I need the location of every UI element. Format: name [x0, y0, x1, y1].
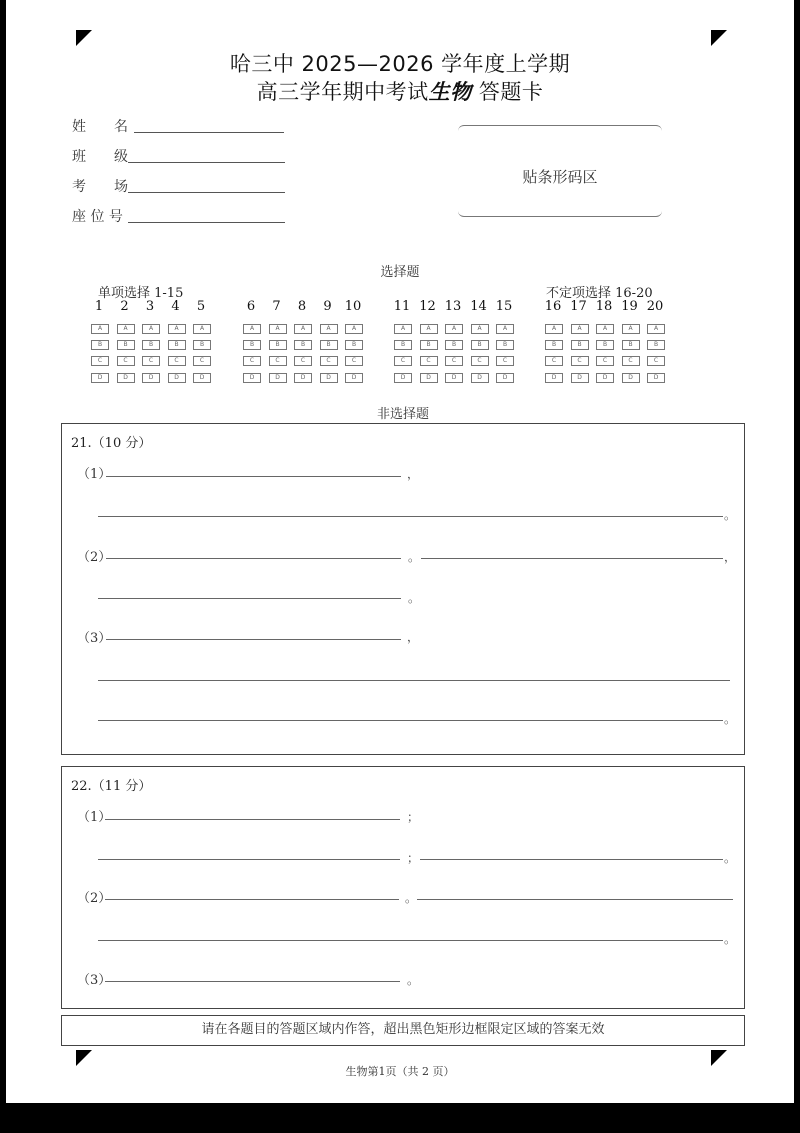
question-number: 4 [171, 299, 180, 314]
q21-p3a: ， [407, 630, 420, 644]
answer-bubble-q17-b[interactable]: B [571, 340, 589, 350]
answer-bubble-q19-b[interactable]: B [622, 340, 640, 350]
answer-bubble-q13-c[interactable]: C [445, 356, 463, 366]
question-number: 20 [646, 299, 664, 314]
answer-bubble-q5-a[interactable]: A [193, 324, 211, 334]
q22-p2b: 。 [724, 932, 737, 946]
answer-bubble-q3-b[interactable]: B [142, 340, 160, 350]
answer-bubble-q16-d[interactable]: D [545, 373, 563, 383]
q21-part2-answer-line-3[interactable] [98, 598, 401, 599]
name-input-line[interactable] [134, 131, 284, 133]
answer-bubble-q10-c[interactable]: C [345, 356, 363, 366]
q21-part1-answer-line-2[interactable] [98, 516, 723, 517]
answer-bubble-q3-a[interactable]: A [142, 324, 160, 334]
answer-bubble-q7-d[interactable]: D [269, 373, 287, 383]
name-label: 姓 名 [72, 119, 128, 135]
answer-bubble-q4-a[interactable]: A [168, 324, 186, 334]
answer-bubble-q3-d[interactable]: D [142, 373, 160, 383]
answer-bubble-q7-c[interactable]: C [269, 356, 287, 366]
answer-bubble-q9-d[interactable]: D [320, 373, 338, 383]
q21-part3-answer-line-1[interactable] [106, 639, 401, 640]
answer-bubble-q17-c[interactable]: C [571, 356, 589, 366]
title-subject: 生物 [428, 79, 472, 104]
q22-part1-answer-line-3[interactable] [420, 859, 723, 860]
answer-bubble-q15-d[interactable]: D [496, 373, 514, 383]
answer-bubble-q11-c[interactable]: C [394, 356, 412, 366]
q21-part2-label: （2） [77, 550, 112, 565]
barcode-area [458, 125, 662, 217]
answer-bubble-q4-c[interactable]: C [168, 356, 186, 366]
choice-section-title: 选择题 [380, 265, 420, 280]
page-footer: 生物第1页（共 2 页） [345, 1065, 455, 1078]
answer-bubble-q16-c[interactable]: C [545, 356, 563, 366]
answer-bubble-q13-a[interactable]: A [445, 324, 463, 334]
answer-bubble-q9-c[interactable]: C [320, 356, 338, 366]
question-number: 18 [595, 299, 613, 314]
question-number: 5 [196, 299, 206, 314]
seat-number-label: 座 位 号 [72, 209, 123, 225]
answer-bubble-q8-d[interactable]: D [294, 373, 312, 383]
answer-bubble-q8-c[interactable]: C [294, 356, 312, 366]
answer-bubble-q7-b[interactable]: B [269, 340, 287, 350]
q22-p1c: 。 [724, 851, 737, 865]
question-number: 14 [470, 299, 487, 314]
answer-bubble-q5-b[interactable]: B [193, 340, 211, 350]
question-22-box [61, 766, 745, 1009]
answer-bubble-q8-b[interactable]: B [294, 340, 312, 350]
q22-heading: 22.（11 分） [71, 779, 152, 794]
answer-bubble-q1-a[interactable]: A [91, 324, 109, 334]
question-number: 7 [272, 299, 281, 314]
q21-p1b: 。 [724, 508, 737, 522]
answer-bubble-q19-a[interactable]: A [622, 324, 640, 334]
q21-part3-answer-line-2[interactable] [98, 680, 730, 681]
q21-p2a: 。 [408, 550, 421, 564]
answer-bubble-q2-a[interactable]: A [117, 324, 135, 334]
q21-part3-label: （3） [77, 631, 112, 646]
q21-part2-answer-line-1[interactable] [106, 558, 401, 559]
exam-room-field[interactable] [72, 176, 285, 196]
q21-part1-answer-line-1[interactable] [106, 476, 401, 477]
title-line-2 [0, 76, 800, 106]
answer-bubble-q15-a[interactable]: A [496, 324, 514, 334]
q22-part1-label: （1） [77, 810, 112, 825]
answer-bubble-q19-c[interactable]: C [622, 356, 640, 366]
question-number: 19 [621, 299, 638, 314]
answer-bubble-q5-d[interactable]: D [193, 373, 211, 383]
answer-bubble-q13-b[interactable]: B [445, 340, 463, 350]
question-number: 1 [94, 299, 104, 314]
class-field[interactable] [72, 146, 285, 166]
answer-bubble-q15-c[interactable]: C [496, 356, 514, 366]
exam-room-label: 考 场 [72, 179, 128, 195]
q22-p2a: 。 [405, 891, 418, 905]
answer-bubble-q2-d[interactable]: D [117, 373, 135, 383]
q21-p3b: 。 [724, 712, 737, 726]
answer-bubble-q6-c[interactable]: C [243, 356, 261, 366]
class-label: 班 级 [72, 149, 128, 165]
answer-bubble-q4-b[interactable]: B [168, 340, 186, 350]
seat-number-field[interactable] [72, 206, 285, 226]
q22-p3a: 。 [407, 973, 420, 987]
question-number: 9 [323, 299, 332, 314]
answer-bubble-q18-b[interactable]: B [596, 340, 614, 350]
q22-part2-answer-line-3[interactable] [98, 940, 723, 941]
answer-bubble-q8-a[interactable]: A [294, 324, 312, 334]
answer-bubble-q6-b[interactable]: B [243, 340, 261, 350]
q22-part2-answer-line-1[interactable] [105, 899, 399, 900]
single-choice-label: 单项选择 1-15 [98, 286, 184, 301]
q21-p1a: ， [407, 467, 420, 481]
alignment-mark-top-left-icon [76, 30, 92, 46]
title-prefix: 高三学年期中考试 [256, 80, 429, 104]
answer-bubble-q1-c[interactable]: C [91, 356, 109, 366]
question-number: 16 [544, 299, 562, 314]
answer-bubble-q18-d[interactable]: D [596, 373, 614, 383]
answer-bubble-q15-b[interactable]: B [496, 340, 514, 350]
barcode-label: 贴条形码区 [522, 168, 598, 186]
answer-bubble-q12-b[interactable]: B [420, 340, 438, 350]
answer-bubble-q12-d[interactable]: D [420, 373, 438, 383]
answer-bubble-q6-d[interactable]: D [243, 373, 261, 383]
question-number: 8 [297, 299, 307, 314]
answer-bubble-q1-b[interactable]: B [91, 340, 109, 350]
q22-part3-label: （3） [77, 973, 112, 988]
seat-number-input-line[interactable] [128, 221, 285, 223]
question-number: 17 [570, 299, 587, 314]
question-number: 12 [419, 299, 436, 314]
q22-p1b: ； [407, 851, 420, 865]
q21-p2b: ， [724, 550, 737, 564]
q22-part1-answer-line-2[interactable] [98, 859, 400, 860]
answer-bubble-q20-b[interactable]: B [647, 340, 665, 350]
answer-bubble-q14-a[interactable]: A [471, 324, 489, 334]
class-input-line[interactable] [128, 161, 285, 163]
question-number: 15 [495, 299, 513, 314]
answer-bubble-q7-a[interactable]: A [269, 324, 287, 334]
answer-bubble-q10-d[interactable]: D [345, 373, 363, 383]
q22-part1-answer-line-1[interactable] [105, 819, 400, 820]
answer-bubble-q4-d[interactable]: D [168, 373, 186, 383]
q22-part2-label: （2） [77, 891, 112, 906]
answer-bubble-q18-a[interactable]: A [596, 324, 614, 334]
answer-bubble-q20-d[interactable]: D [647, 373, 665, 383]
answer-bubble-q9-a[interactable]: A [320, 324, 338, 334]
answer-bubble-q13-d[interactable]: D [445, 373, 463, 383]
answer-bubble-q11-d[interactable]: D [394, 373, 412, 383]
title-suffix: 答题卡 [478, 80, 544, 104]
q22-p1a: ； [407, 810, 420, 824]
answer-bubble-q16-b[interactable]: B [545, 340, 563, 350]
answer-bubble-q5-c[interactable]: C [193, 356, 211, 366]
q22-part3-answer-line-1[interactable] [105, 981, 400, 982]
answer-bubble-q2-c[interactable]: C [117, 356, 135, 366]
question-number: 13 [444, 299, 462, 314]
answer-bubble-q20-a[interactable]: A [647, 324, 665, 334]
answer-bubble-q16-a[interactable]: A [545, 324, 563, 334]
title-line-1: 哈三中 2025—2026 学年度上学期 [229, 52, 571, 76]
q21-part1-label: （1） [77, 467, 112, 482]
q21-part2-answer-line-2[interactable] [421, 558, 723, 559]
multi-choice-label: 不定项选择 16-20 [546, 286, 653, 301]
answer-bubble-q10-a[interactable]: A [345, 324, 363, 334]
alignment-mark-top-right-icon [711, 30, 727, 46]
question-number: 2 [120, 299, 129, 314]
answer-bubble-q9-b[interactable]: B [320, 340, 338, 350]
answer-bubble-q12-a[interactable]: A [420, 324, 438, 334]
answer-bubble-q14-c[interactable]: C [471, 356, 489, 366]
question-21-box [61, 423, 745, 755]
answer-bubble-q17-d[interactable]: D [571, 373, 589, 383]
answer-bubble-q20-c[interactable]: C [647, 356, 665, 366]
q21-heading: 21.（10 分） [71, 436, 152, 451]
answer-bubble-q11-a[interactable]: A [394, 324, 412, 334]
answer-bubble-q11-b[interactable]: B [394, 340, 412, 350]
answer-bubble-q2-b[interactable]: B [117, 340, 135, 350]
answer-bubble-q18-c[interactable]: C [596, 356, 614, 366]
name-field[interactable] [72, 116, 284, 136]
answer-bubble-q12-c[interactable]: C [420, 356, 438, 366]
q21-p2c: 。 [408, 591, 421, 605]
question-number: 3 [145, 299, 155, 314]
exam-room-input-line[interactable] [128, 191, 285, 193]
answer-bubble-q3-c[interactable]: C [142, 356, 160, 366]
answer-bubble-q1-d[interactable]: D [91, 373, 109, 383]
answer-bubble-q14-d[interactable]: D [471, 373, 489, 383]
answer-bubble-q6-a[interactable]: A [243, 324, 261, 334]
answer-area-notice: 请在各题目的答题区域内作答，超出黑色矩形边框限定区域的答案无效 [61, 1015, 745, 1046]
question-number: 6 [246, 299, 256, 314]
q21-part3-answer-line-3[interactable] [98, 720, 723, 721]
q22-part2-answer-line-2[interactable] [417, 899, 733, 900]
non-choice-section-title: 非选择题 [376, 407, 429, 422]
answer-bubble-q14-b[interactable]: B [471, 340, 489, 350]
question-number: 10 [344, 299, 362, 314]
answer-bubble-q17-a[interactable]: A [571, 324, 589, 334]
question-number: 11 [393, 299, 411, 314]
answer-bubble-q19-d[interactable]: D [622, 373, 640, 383]
answer-bubble-q10-b[interactable]: B [345, 340, 363, 350]
